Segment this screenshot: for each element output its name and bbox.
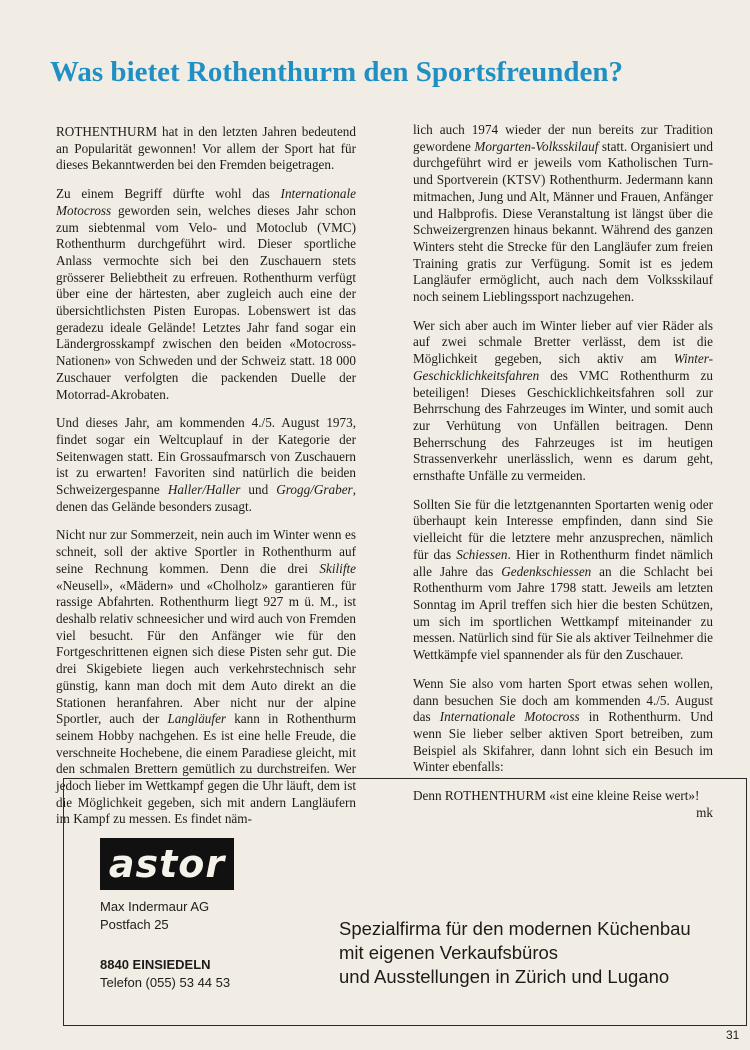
article-paragraph bbox=[413, 676, 713, 776]
italic-term: Morgarten-Volksskilauf bbox=[474, 138, 599, 154]
text-run: des VMC Rothenthurm zu beteiligen! Dieses Geschicklichkeitsfahren soll zur Behrrschung des Fahrzeuges im Winter, und somit auch zur Verhütung von Unfällen beitragen. Denn Beherrschung des Fahrzeuges ist im heutigen Strassenverkehr unerlässlich, wenn es darum geht, ernsthafte Unfälle zu vermeiden. bbox=[413, 367, 713, 484]
text-run: Und dieses Jahr, am kommenden 4./5. August 1973, findet sogar ein Weltcuplauf in der Kategorie der Seitenwagen statt. Ein Grossaufmarsch von Zuschauern ist zu erwarten! Favoriten sind natürlich die beiden Schweizergespanne bbox=[56, 415, 356, 498]
astor-logo: astor bbox=[100, 838, 234, 890]
ad-tagline bbox=[339, 917, 739, 989]
italic-term: Internationale Motocross bbox=[439, 709, 580, 725]
tagline-line: mit eigenen Verkaufsbüros bbox=[339, 942, 559, 963]
text-run: und bbox=[240, 482, 277, 498]
article-title: Was bietet Rothenthurm den Sportsfreunden? bbox=[50, 56, 624, 88]
text-run: Nicht nur zur Sommerzeit, nein auch im Winter wenn es schneit, soll der aktive Sportler in Rothenthurm auf seine Rechnung kommen. Denn die drei bbox=[56, 527, 356, 576]
italic-term: Skilifte bbox=[319, 560, 356, 576]
text-run: an die Schlacht bei Rothenthurm vom Jahre 1798 statt. Jeweils am letzten Sonntag im April treffen sich hier die besten Schützen, um sich im sportlichen Wettkampf miteinander zu messen. Natürlich sind für Sie als aktiver Teilnehmer die Wettkämpfe viel spannender als für den Zuschauer. bbox=[413, 563, 714, 663]
italic-term: Haller/Haller bbox=[167, 482, 241, 498]
text-run: Sollten Sie für die letztgenannten Sportarten wenig oder überhaupt kein Interesse empfinden, dann sind Sie vielleicht für die letztere mehr anzusprechen, nämlich für das bbox=[413, 496, 713, 562]
text-run: . Hier in Rothenthurm findet nämlich alle Jahre das bbox=[413, 546, 713, 579]
text-run: , denen das Gelände besonders zusagt. bbox=[56, 482, 356, 514]
advertisement bbox=[63, 778, 747, 1026]
page-number: 31 bbox=[726, 1028, 740, 1042]
italic-term: Grogg/Graber bbox=[276, 482, 353, 498]
text-run: statt. Organisiert und durchgeführt wird er jeweils vom Katholischen Turn- und Sportverein (KTSV) Rothenthurm. Jedermann kann mitmachen, Jung und Alt, Männer und Frauen, Anfänger und Halbprofis. Diese Veranstaltung ist längst über die Schweizergrenzen hinaus bekannt. Während des ganzen Winters steht die Strecke für den Langläufer zum freien Training gratis zur Verfügung. Somit ist es jedem Langläufer ermöglicht, auch nach dem Volksskilauf noch seinem Lieblingssport nachzugehen. bbox=[413, 138, 713, 305]
author-signature: mk bbox=[696, 804, 713, 820]
text-run: in Rothenthurm. Und wenn Sie lieber selber aktiven Sport betreiben, zum Beispiel als Skifahrer, dann lohnt sich ein Besuch im Winter ebenfalls: bbox=[413, 709, 713, 775]
company-address bbox=[100, 898, 209, 934]
text-run: Wenn Sie also vom harten Sport etwas sehen wollen, dann besuchen Sie doch am kommenden 4./5. August das bbox=[413, 675, 713, 725]
article-paragraph bbox=[413, 318, 713, 485]
company-phone: Telefon (055) 53 44 53 bbox=[100, 975, 231, 990]
article-paragraph bbox=[56, 124, 356, 174]
company-name: Max Indermaur AG bbox=[100, 899, 210, 914]
italic-term: Schiessen bbox=[456, 546, 508, 562]
tagline-line: Spezialfirma für den modernen Küchenbau bbox=[339, 918, 691, 939]
article-column-left bbox=[56, 124, 356, 840]
italic-term: Internationale Motocross bbox=[56, 186, 356, 218]
text-run: kann in Rothenthurm seinem Hobby nachgehen. Es ist eine helle Freude, die verschneite Hochebene, die einem Paradiese gleicht, mit den schmalen Brettern gemütlich zu durchstreifen. Wer jedoch lieber im Wettkampf gegen die Uhr läuft, dem ist die Möglichkeit gegeben, sich mit andern Langläufern im Kampf zu messen. Es findet näm- bbox=[56, 711, 356, 827]
company-postbox: Postfach 25 bbox=[100, 917, 169, 932]
company-city: 8840 EINSIEDELN bbox=[100, 957, 211, 972]
text-run: ROTHENTHURM hat in den letzten Jahren bedeutend an Popularität gewonnen! Vor allem der Sport hat für dieses Bekanntwerden bei den Fremden beigetragen. bbox=[56, 124, 356, 173]
text-run: «Neusell», «Mädern» und «Cholholz» garantieren für rassige Abfahrten. Rothenthurm liegt 927 m ü. M., ist deshalb relativ schneesicher und wird auch von Fremden viel besucht. Für den Anfänger wie für den Fortgeschrittenen eignen sich diese Pisten sehr gut. Die drei Skigebiete liegen auch verkehrstechnisch sehr günstig, kann man doch mit dem Auto direkt an die Stationen heranfahren. Aber nicht nur der alpine Sportler, auch der bbox=[56, 577, 356, 727]
text-run: lich auch 1974 wieder der nun bereits zur Tradition gewordene bbox=[413, 122, 713, 154]
text-run: Zu einem Begriff dürfte wohl das bbox=[56, 186, 281, 202]
article-paragraph bbox=[56, 415, 356, 515]
article-paragraph bbox=[56, 186, 356, 403]
article-paragraph bbox=[413, 122, 713, 306]
company-contact bbox=[100, 956, 230, 992]
text-run: geworden sein, welches dieses Jahr schon zum siebtenmal vom Velo- und Motoclub (VMC) Rothenthurm durchgeführt wird. Dieser sportliche Anlass vermochte sich bei den Zuschauern stets grösserer Beliebtheit zu erfreuen. Rothenthurm verfügt über eine der härtesten, aber zugleich auch eine der übersichtlichsten Pisten Europas. Lobenswert ist das geradezu ideale Gelände! Letztes Jahr fand sogar ein Ländergrosskampf zwischen den beiden «Motocross-Nationen» von Schweden und der Schweiz statt. 18 000 Zuschauer verfolgten die packenden Duelle der Motorrad-Akrobaten. bbox=[56, 202, 356, 402]
text-run: Wer sich aber auch im Winter lieber auf vier Räder als auf zwei schmale Bretter verlässt, dem ist die Möglichkeit gegeben, sich aktiv am bbox=[413, 317, 713, 367]
article-paragraph bbox=[413, 497, 713, 664]
text-run: Denn ROTHENTHURM «ist eine kleine Reise wert»! bbox=[413, 788, 700, 804]
italic-term: Winter-Geschicklichkeitsfahren bbox=[413, 351, 713, 383]
tagline-line: und Ausstellungen in Zürich und Lugano bbox=[339, 966, 670, 987]
article-column-right bbox=[413, 122, 713, 833]
italic-term: Langläufer bbox=[167, 711, 227, 727]
italic-term: Gedenkschiessen bbox=[501, 563, 592, 579]
